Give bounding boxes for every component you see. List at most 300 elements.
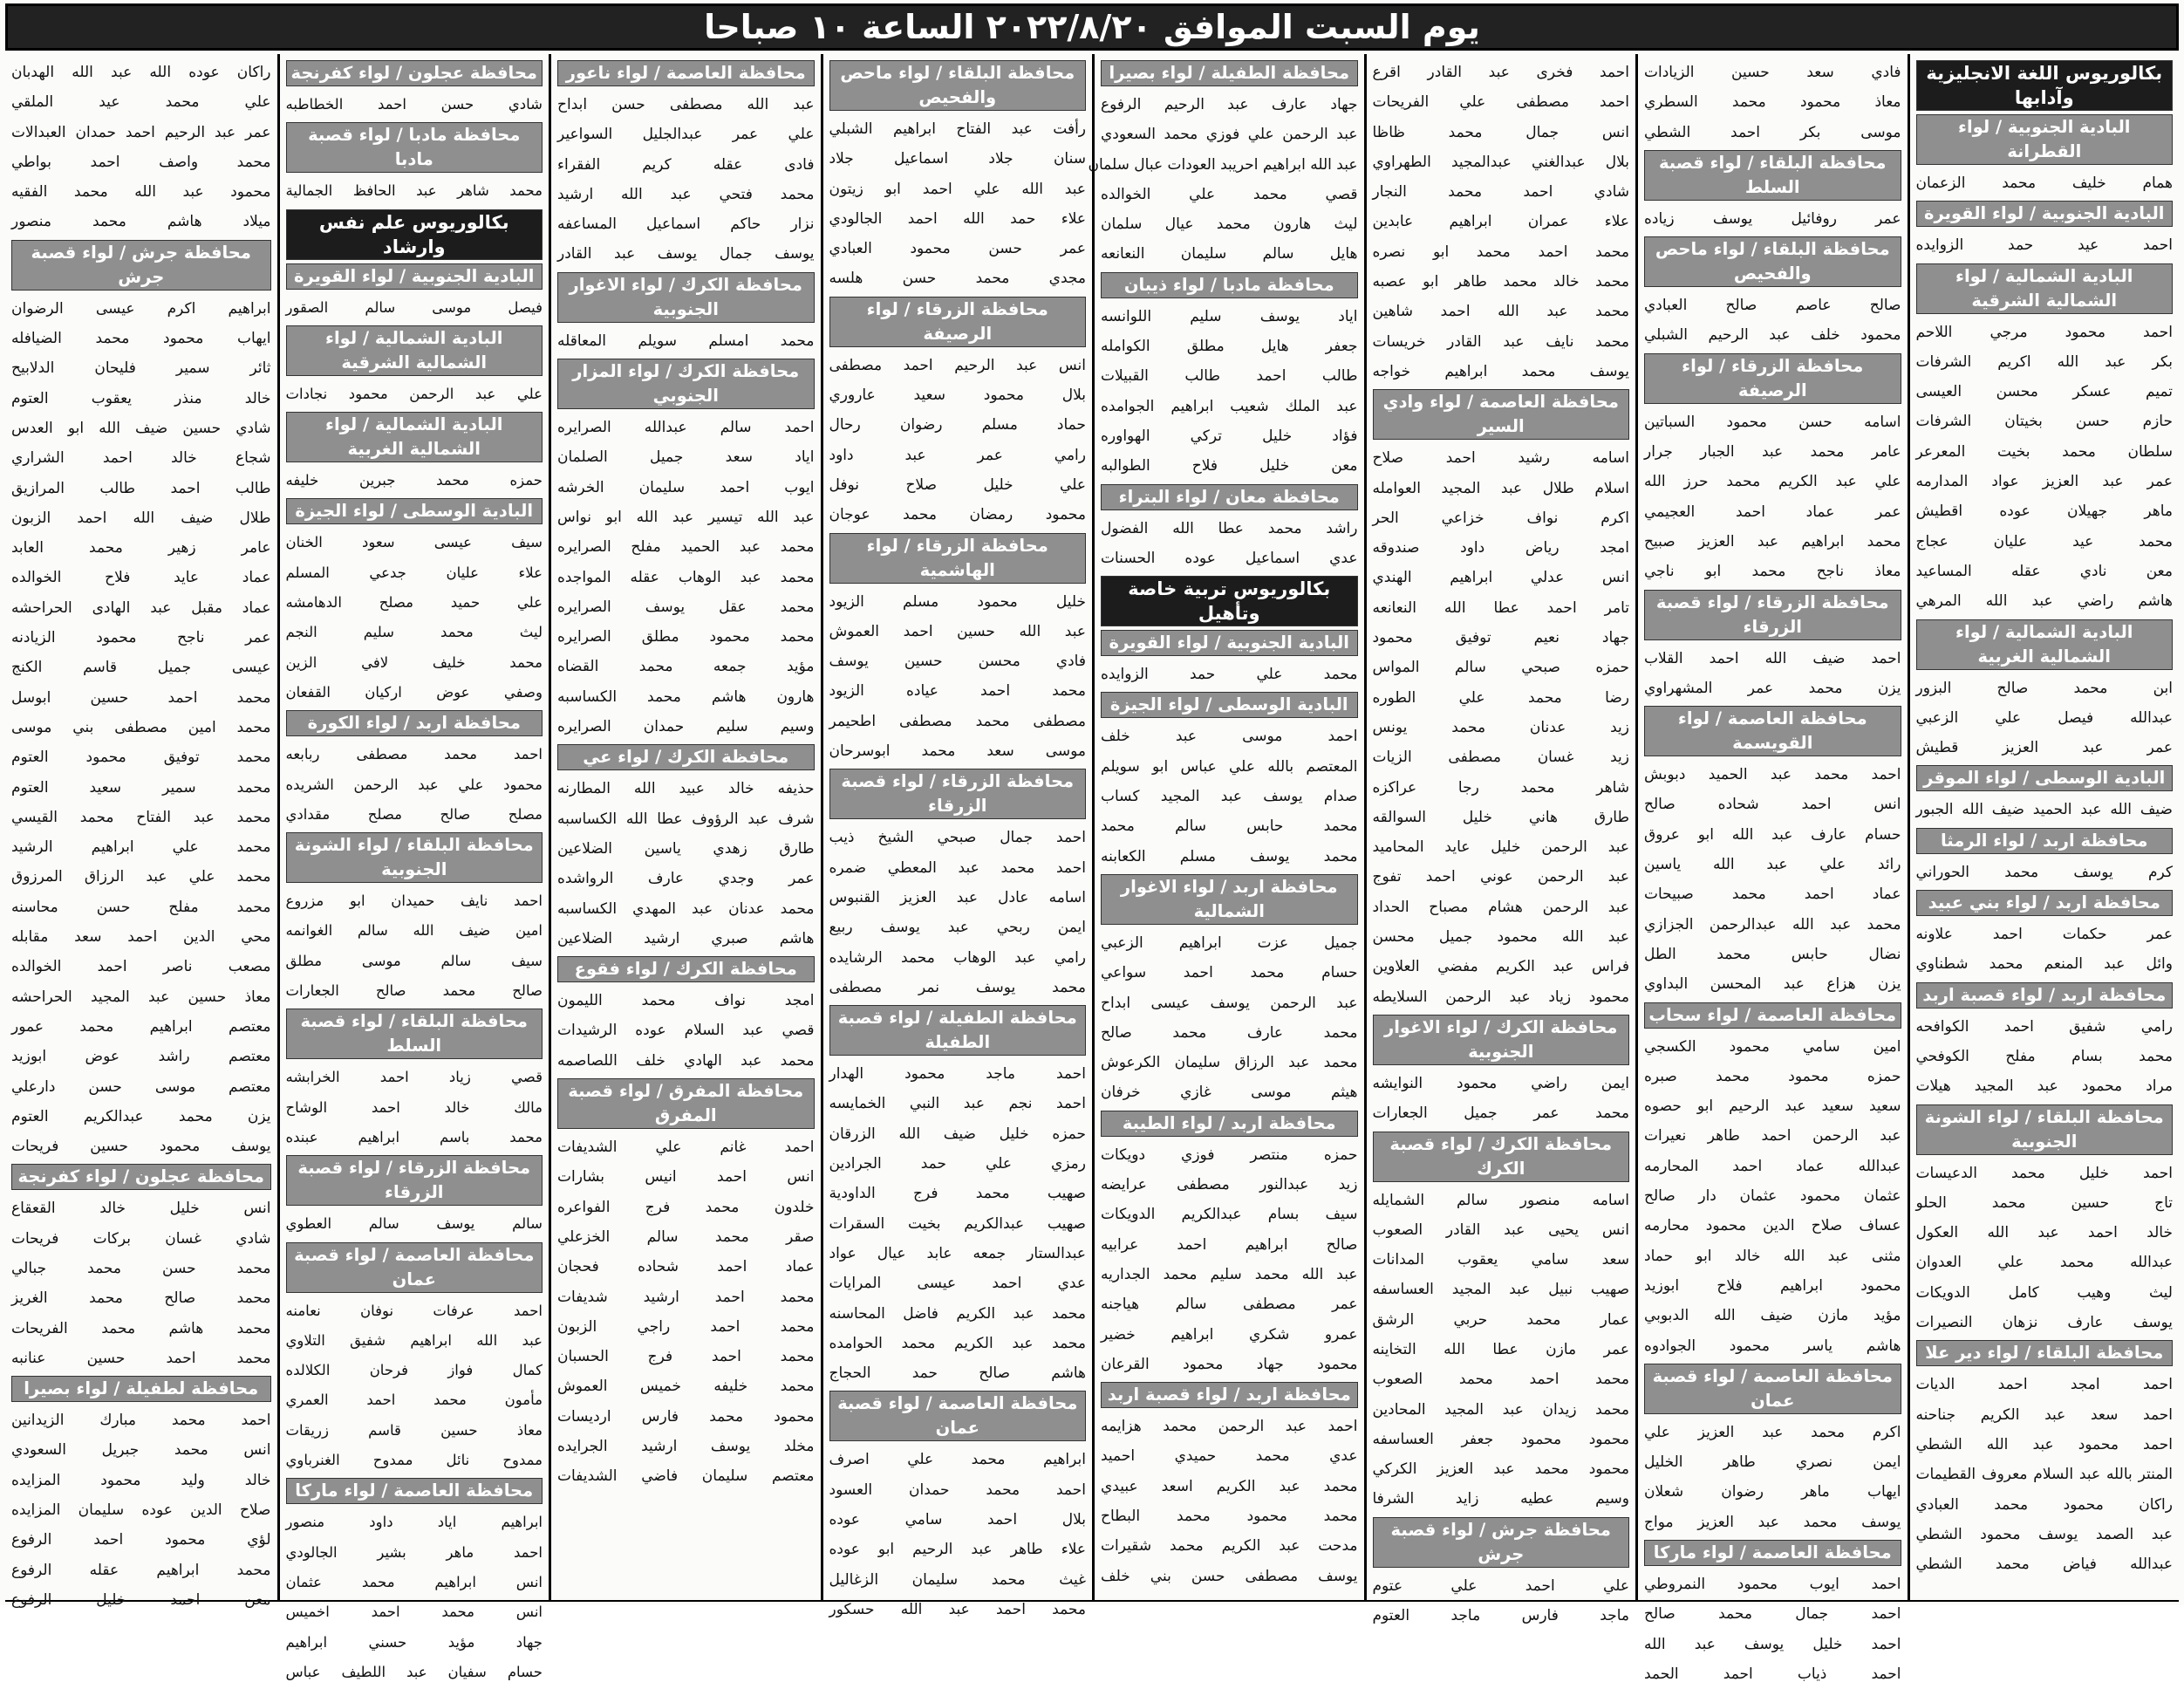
- candidate-name: محمد عقل يوسف الصرايره: [557, 598, 815, 616]
- candidate-name: تاج حسين محمد الحلو: [1915, 1193, 2173, 1212]
- candidate-name: محمد احمد عبد الله حسكور: [829, 1600, 1086, 1618]
- district-heading: محافظة البلقاء / لواء الشونة الجنوبية: [286, 832, 543, 883]
- name-list: [557, 326, 815, 356]
- name-list: [1916, 230, 2174, 260]
- candidate-name: ليث محمد سليم النجم: [285, 624, 543, 641]
- name-list: [286, 1063, 543, 1152]
- candidate-name: حسام عارف عبد الله ابو عروق: [1644, 825, 1901, 844]
- district-heading: محافظة العاصمة / لواء سحاب: [1644, 1002, 1901, 1029]
- candidate-name: عمر وجدي عارف الرواشده: [557, 870, 815, 888]
- name-list: [11, 1193, 271, 1373]
- candidate-name: بلال عبدالغني عبدالمجيد الطهراوي: [1372, 153, 1629, 171]
- name-list: [1373, 443, 1630, 1012]
- candidate-name: مدحت عبد الكريم محمد شقيرات: [1101, 1537, 1358, 1556]
- candidate-name: حازم حسن بخيتان الشرفات: [1915, 413, 2173, 431]
- candidate-name: ليث وهيب كامل الدويكات: [1915, 1283, 2173, 1302]
- candidate-name: ابراهيم اكرم عيسى الرضوان: [11, 299, 271, 318]
- candidate-name: عبدالستار جمعه عابد عيال عواد: [829, 1244, 1086, 1262]
- candidate-name: احمد ايوب محمود النمروطي: [1644, 1575, 1901, 1593]
- name-list: [1644, 644, 1901, 704]
- district-heading: محافظة البلقاء / لواء الشونة الجنوبية: [1916, 1104, 2174, 1155]
- name-list: [1916, 1370, 2174, 1579]
- candidate-name: صهيب عبدالكريم بخيت السقرات: [829, 1214, 1086, 1233]
- candidate-name: علاء طاهر عبد الرحيم ابو عوده: [829, 1541, 1086, 1559]
- candidate-name: محمد علي عبد الرزاق المرزوق: [11, 868, 271, 886]
- district-heading: محافظة الزرقاء / لواء قصبة الزرقاء: [1644, 590, 1901, 640]
- candidate-name: وسيم سليم حمدان الصرايره: [557, 718, 815, 736]
- candidate-name: احمد عرفات نوفان نعامنه: [285, 1302, 543, 1319]
- district-heading: محافظة اربد / لواء قصبة اربد: [1101, 1382, 1358, 1408]
- candidate-name: راكان عوده الله عبد الله الهدبان: [11, 64, 271, 81]
- candidate-name: ايوب احمد سليمان الخرشه: [557, 478, 815, 496]
- candidate-name: نزار حاكم اسماعيل المساعفه: [557, 215, 815, 234]
- column-8: [5, 54, 277, 1609]
- name-list: [286, 176, 543, 206]
- candidate-name: عامر زهير محمد العابد: [11, 539, 271, 557]
- candidate-name: صهيب محمد فرج الداودية: [829, 1185, 1086, 1203]
- candidate-name: معتصم موسى حسن دارعلي: [11, 1077, 271, 1096]
- candidate-name: سلطان محمد بخيت المعرعر: [1915, 442, 2173, 461]
- candidate-name: يوسف مصطفى حسن بني خلف: [1101, 1567, 1358, 1585]
- candidate-name: طلال ضيف الله احمد الزبون: [11, 509, 271, 527]
- candidate-name: احمد ذياب احمد الحمد: [1644, 1665, 1901, 1683]
- candidate-name: عدي محمد حميدي احميد: [1101, 1447, 1358, 1466]
- candidate-name: سيف سالم موسى مطلق: [285, 952, 543, 969]
- candidate-name: محمد واصف احمد بواطي: [11, 153, 271, 171]
- candidate-name: سالم يوسف سالم العطوي: [285, 1215, 543, 1233]
- candidate-name: علي عبد الرحمن محمود نجادات: [285, 385, 543, 402]
- candidate-name: عمر مازن عطا الله التخاينه: [1372, 1340, 1629, 1358]
- column-5: [821, 54, 1093, 1618]
- district-heading: البادية الوسطى / لواء الموقر: [1916, 765, 2174, 791]
- candidate-name: نضال حابس محمد الطل: [1644, 945, 1901, 963]
- candidate-name: محمد باسم ابراهيم عبنده: [285, 1128, 543, 1145]
- district-heading: محافظة العاصمة / لواء قصبة عمان: [286, 1242, 543, 1293]
- degree-heading: بكالوريوس اللغة الانجليزية وآدابها: [1916, 60, 2174, 111]
- name-list: [11, 294, 271, 1162]
- name-list: [829, 114, 1087, 294]
- candidate-name: علي احمد علي عتوم: [1372, 1576, 1629, 1595]
- candidate-name: فراس عبد الكريم مفضي العلاوين: [1372, 958, 1629, 976]
- candidate-name: عبد الرحمن يوسف عيسى ابداح: [1101, 994, 1358, 1012]
- candidate-name: يوسف جمال يوسف عبد القادر: [557, 245, 815, 263]
- candidate-name: خالد وليد محمود المزايده: [11, 1471, 271, 1489]
- candidate-name: وصفي عوض اركيان القفعان: [285, 683, 543, 701]
- district-heading: محافظة العاصمة / لواء قصبة عمان: [829, 1391, 1087, 1441]
- name-list: [1373, 1571, 1630, 1631]
- candidate-name: شاهر محمد رجا عراكزه: [1372, 778, 1629, 797]
- name-list: [1373, 1069, 1630, 1129]
- candidate-name: يزن محمد عمر المشهراوي: [1644, 679, 1901, 697]
- district-heading: محافظة البلقاء / لواء ماحص والفحيص: [829, 60, 1087, 111]
- district-heading: محافظة عجلون / لواء كفرنجة: [286, 60, 543, 86]
- candidate-name: ايمن ربحي عبد يوسف ربيع: [829, 919, 1086, 937]
- candidate-name: بلال محمود سعيد عاروري: [829, 386, 1086, 405]
- candidate-name: عماد احمد شحاده فحجان: [557, 1258, 815, 1276]
- candidate-name: المعتصم بالله علي عباس ابو سويلم: [1101, 757, 1358, 776]
- candidate-name: حماد مسلم رضوان رحال: [829, 416, 1086, 434]
- candidate-name: محمد ابراهيم عقله الرفوع: [11, 1561, 271, 1579]
- candidate-name: ايمن راضي محمود النوايشه: [1372, 1074, 1629, 1092]
- candidate-name: يوسف محمود حسين فريحات: [11, 1138, 271, 1156]
- candidate-name: محمد ابراهيم عبد العزيز صبيح: [1644, 532, 1901, 550]
- candidate-name: سعد سامي يعقوب المدانات: [1372, 1251, 1629, 1269]
- district-heading: محافظة مادبا / لواء ذيبان: [1101, 272, 1358, 298]
- district-heading: البادية الشمالية / لواء الشمالية الشرقية: [1916, 263, 2174, 314]
- candidate-name: مصعب ناصر احمد الخوالده: [11, 958, 271, 976]
- candidate-name: طالب احمد طالب المرازيق: [11, 479, 271, 497]
- district-heading: محافظة العاصمة / لواء القويسمة: [1644, 706, 1901, 756]
- name-list: [286, 1209, 543, 1239]
- district-heading: محافظة جرش / لواء قصبة جرش: [11, 240, 271, 291]
- candidate-name: مالك خالد احمد الوشاح: [285, 1098, 543, 1116]
- candidate-name: علاء عمران ابراهيم عابدين: [1372, 213, 1629, 231]
- name-list: [286, 1508, 543, 1687]
- candidate-name: علي حميد مصلح الدهامشه: [285, 594, 543, 612]
- district-heading: محافظة الكرك / لواء قصبة الكرك: [1373, 1132, 1630, 1182]
- candidate-name: امجد نواف محمد الليمون: [557, 992, 815, 1010]
- candidate-name: عبد الله حسين احمد العموش: [829, 622, 1086, 640]
- candidate-name: جهاد مؤيد حسني ابراهيم: [285, 1633, 543, 1651]
- candidate-name: ماهر جهيلان عوده اقطيش: [1915, 503, 2173, 521]
- district-heading: محافظة اربد / لواء الاغوار الشمالية: [1101, 874, 1358, 925]
- candidate-name: عمر ناجح محمود الزيادنه: [11, 629, 271, 647]
- candidate-name: اسلام طلال عبد المجيد العوامله: [1372, 479, 1629, 497]
- candidate-name: احمد عبد الرحمن محمد هزايمه: [1101, 1418, 1358, 1436]
- candidate-name: احمد محمد مصطفى ربابعه: [285, 746, 543, 763]
- candidate-name: اسامه حسن محمود السباتين: [1644, 413, 1901, 431]
- candidate-name: عماد احمد محمد صبيحات: [1644, 886, 1901, 904]
- district-heading: محافظة الزرقاء / لواء قصبة الزرقاء: [286, 1155, 543, 1206]
- candidate-name: احمد خليل يوسف عبد الله: [1644, 1635, 1901, 1653]
- candidate-name: احمد جمال محمد صالح: [1644, 1605, 1901, 1624]
- candidate-name: محمد عارف محمد صالح: [1101, 1023, 1358, 1042]
- candidate-name: بلال احمد سامي عوده: [829, 1510, 1086, 1528]
- name-list: [1101, 514, 1358, 574]
- candidate-name: احمد جمال صبحي الشيخ ذيب: [829, 829, 1086, 847]
- candidate-name: راكان محمود محمد العبادي: [1915, 1495, 2173, 1514]
- candidate-name: احمد خليل محمد الدعيسات: [1915, 1164, 2173, 1182]
- name-list: [1644, 1569, 1901, 1689]
- candidate-name: محمد امسلم سويلم المعاقله: [557, 332, 815, 350]
- candidate-name: محمد احمد محمد ابو نصره: [1372, 243, 1629, 261]
- candidate-name: عبد الملك شعيب ابراهيم الجوامده: [1101, 397, 1358, 415]
- candidate-name: همام خليف محمد الزعمان: [1915, 174, 2173, 192]
- district-heading: محافظة اربد / لواء الكورة: [286, 710, 543, 736]
- name-list: [829, 351, 1087, 530]
- candidate-name: عبد الرحمن عوني احمد تفوج: [1372, 868, 1629, 886]
- candidate-name: عمر عبد العزيز قطيش: [1915, 739, 2173, 757]
- district-heading: البادية الجنوبية / لواء القويرة: [286, 263, 543, 290]
- name-list: [11, 58, 271, 237]
- district-heading: محافظة العاصمة / لواء ماركا: [1644, 1540, 1901, 1566]
- candidate-name: عماد عايد فلاح الخوالده: [11, 569, 271, 587]
- candidate-name: خالد منذر يعقوب العتوم: [11, 389, 271, 407]
- district-heading: البادية الوسطى / لواء الجيزة: [286, 498, 543, 524]
- candidate-name: سعيد سعيد عبد الرحيم ابو حصوه: [1644, 1098, 1901, 1116]
- candidate-name: محمد خليف لافي الزين: [285, 653, 543, 671]
- column-7: [277, 54, 549, 1680]
- candidate-name: محمود محمد عبد العزيز الكركي: [1372, 1460, 1629, 1479]
- candidate-name: محمد سمير سعيد العتوم: [11, 778, 271, 797]
- district-heading: محافظة الكرك / لواء عي: [557, 744, 815, 770]
- candidate-name: يوسف عارف نزهان النصيرات: [1915, 1314, 2173, 1332]
- district-heading: محافظة جرش / لواء قصبة جرش: [1373, 1517, 1630, 1568]
- candidate-name: محمد عبد الهادي خلف اللصاصمه: [557, 1051, 815, 1070]
- name-list: [829, 1059, 1087, 1388]
- candidate-name: عماد مقبل عبد الهادى الحراحشه: [11, 598, 271, 617]
- candidate-name: محمد عبد الفتاح محمد القيسي: [11, 808, 271, 826]
- candidate-name: احمد نجم عبد النبي الخمايسه: [829, 1095, 1086, 1113]
- candidate-name: صهيب نبيل عبد المجيد العساسفه: [1372, 1281, 1629, 1299]
- candidate-name: ابراهيم اياد داود منصور: [285, 1514, 543, 1531]
- candidate-name: محمد محمود مطلق الصرايره: [557, 628, 815, 646]
- candidate-name: احمد محمد عبد المعطي ضمره: [829, 858, 1086, 877]
- candidate-name: محمود خلف عبد الرحيم الشبلي: [1644, 326, 1901, 345]
- candidate-name: محمد عبد الله احمد شاهين: [1372, 303, 1629, 321]
- candidate-name: اسامه عادل عبد العزيز القنبوس: [829, 888, 1086, 906]
- district-heading: محافظة اربد / لواء بني عبيد: [1916, 890, 2174, 916]
- candidate-name: ثائر سمير فليحان الدلابيح: [11, 359, 271, 378]
- candidate-name: احمد غانم علي الشديفات: [557, 1139, 815, 1157]
- candidate-name: محمود ابراهيم فلاح ابوزيد: [1644, 1276, 1901, 1295]
- candidate-name: مؤيد مازن ضيف الله الدبوبي: [1644, 1307, 1901, 1325]
- candidate-name: علي محمد عيد الملقي: [11, 93, 271, 112]
- name-list: [557, 1132, 815, 1492]
- district-heading: محافظة معان / لواء البتراء: [1101, 484, 1358, 510]
- column-3: [1364, 54, 1636, 1625]
- candidate-name: عمرو شكري ابراهيم خضير: [1101, 1325, 1358, 1344]
- candidate-name: عبدالله محمد علي العدوان: [1915, 1254, 2173, 1272]
- candidate-name: محمد عبد الكريم اسعد عبيدي: [1101, 1477, 1358, 1495]
- district-heading: البادية الشمالية / لواء الشمالية الشرقية: [286, 325, 543, 376]
- candidate-name: امين سامي محمود الكسجي: [1644, 1037, 1901, 1056]
- candidate-name: ابن محمد صالح البزور: [1915, 679, 2173, 697]
- name-list: [1373, 1186, 1630, 1515]
- candidate-name: عمر عماد احمد العجيمي: [1644, 503, 1901, 521]
- candidate-name: عبد الرحمن احمد طاهر نعيرات: [1644, 1127, 1901, 1145]
- candidate-name: مخلد يوسف ارشيد الجرايده: [557, 1437, 815, 1455]
- candidate-name: ايمن نصري طاهر الخليل: [1644, 1453, 1901, 1472]
- name-list: [1644, 407, 1901, 587]
- degree-heading: بكالوريوس تربية خاصة وتأهيل: [1101, 576, 1358, 626]
- candidate-name: صالح محمد صالح الجعارات: [285, 982, 543, 1000]
- candidate-name: عبدالله فيصل علي الزعبي: [1915, 708, 2173, 727]
- candidate-name: احمد محمود عبد الله الشطي: [1915, 1435, 2173, 1453]
- candidate-name: عثمان محمود عثمان دار صالح: [1644, 1187, 1901, 1206]
- name-list: [1101, 721, 1358, 871]
- candidate-name: قصي عبد السلام عوده الرشيدات: [557, 1022, 815, 1040]
- name-list: [1916, 674, 2174, 763]
- candidate-name: عمر عبد الرحيم احمد حمدان العبدالات: [11, 123, 271, 141]
- candidate-name: محمد يوسف نمر مصطفى: [829, 978, 1086, 996]
- candidate-name: فادي سعد حسين الزيادات: [1644, 64, 1901, 81]
- candidate-name: محمد صالح محمد الغريز: [11, 1289, 271, 1308]
- candidate-name: سيف عيسى سعود الخنان: [285, 534, 543, 551]
- candidate-name: عمار محمد حربي الرشق: [1372, 1310, 1629, 1329]
- candidate-name: محمود رمضان محمد عوجان: [829, 506, 1086, 524]
- candidate-name: مصطفى محمد مصطفى اطحيمر: [829, 712, 1086, 730]
- degree-heading: بكالوريوس علم نفس وارشاد: [286, 209, 543, 260]
- candidate-name: رمزي علي حمد الجرادين: [829, 1155, 1086, 1173]
- candidate-name: حمزه صبحي سالم المواس: [1372, 659, 1629, 677]
- candidate-name: ليث هارون محمد عيال سلمان: [1101, 215, 1358, 234]
- district-heading: محافظة الطفيلة / لواء قصبة الطفيلة: [829, 1005, 1087, 1056]
- candidate-name: عمر عبد العزيز عواد المدارمه: [1915, 473, 2173, 491]
- candidate-name: سنان جلاد اسماعيل جلاد: [829, 150, 1086, 168]
- candidate-name: محمد عمر جميل الجعارات: [1372, 1104, 1629, 1123]
- candidate-name: عبد الله ابراهيم احريبد العودات عبال سلمان: [1088, 155, 1358, 174]
- candidate-name: محمد محمود محمد البطاح: [1101, 1507, 1358, 1525]
- candidate-name: هاشم صالح حمد الحجاج: [829, 1364, 1086, 1383]
- name-list: [286, 293, 543, 323]
- candidate-name: كمال فواز فرحان الكلالده: [285, 1362, 543, 1379]
- candidate-name: طالب احمد طالب القبيلات: [1101, 367, 1358, 386]
- candidate-name: احمد نايف حميدان ابو مزروع: [285, 892, 543, 910]
- candidate-name: انس خليل خالد القعقاع: [11, 1200, 271, 1218]
- candidate-name: عبد الله مصطفى حسن ابداح: [557, 96, 815, 113]
- candidate-name: طارق زهدي ياسين الضلاعين: [557, 839, 815, 858]
- candidate-name: علي عمر عبدالجليل السواعير: [557, 126, 815, 144]
- candidate-name: احمد محمد مبارك الزيدانين: [11, 1412, 271, 1430]
- name-list: [1101, 660, 1358, 689]
- candidate-name: محمد شاهر عبد الحافظ الجمالية: [285, 182, 543, 200]
- candidate-name: محمد احمد عياده الزيود: [829, 682, 1086, 701]
- names-columns: [5, 54, 2179, 1683]
- district-heading: محافظة الزرقاء / لواء الرصيفة: [829, 297, 1087, 347]
- candidate-name: محمد احمد حسين ابوسل: [11, 688, 271, 707]
- district-heading: محافظة البلقاء / لواء قصبة السلط: [1644, 150, 1901, 201]
- column-2: [1635, 54, 1908, 1683]
- candidate-name: امجد رياض داود صندوقه: [1372, 539, 1629, 557]
- candidate-name: عبد الصمد يوسف محمود الشطي: [1915, 1525, 2173, 1543]
- candidate-name: عمر حسن محمود العبادي: [829, 240, 1086, 258]
- candidate-name: انس عدلي ابراهيم الهندي: [1372, 569, 1629, 587]
- candidate-name: فادي محسن حسين يوسف: [829, 653, 1086, 671]
- candidate-name: راشد محمد عطا الله الفضول: [1101, 519, 1358, 537]
- candidate-name: محمود زياد عبد الرحمن السلايطه: [1372, 988, 1629, 1006]
- candidate-name: هاشم صبري ارشيد الضلاعين: [557, 929, 815, 947]
- candidate-name: اسامه رشيد احمد صلاح: [1372, 449, 1629, 468]
- candidate-name: ماجد فارس ماجد العتوم: [1372, 1607, 1629, 1625]
- candidate-name: يوسف محمد عبد العزيز مواج: [1644, 1513, 1901, 1531]
- candidate-name: شادي غسان بركات فريحات: [11, 1229, 271, 1248]
- candidate-name: ابراهيم محمد علي اصرف: [829, 1451, 1086, 1469]
- candidate-name: موسى بكر احمد الشطي: [1644, 123, 1901, 141]
- district-heading: محافظة الكرك / لواء المزار الجنوبي: [557, 359, 815, 409]
- candidate-name: عساف صلاح الدين محمود محارمه: [1644, 1217, 1901, 1235]
- candidate-name: عمر مصطفى سالم هياجنه: [1101, 1296, 1358, 1314]
- candidate-name: انس محمد احمد اخميس: [285, 1604, 543, 1621]
- candidate-name: وائل عبد المنعم محمد شطناوي: [1915, 955, 2173, 974]
- candidate-name: امين ضيف الله سالم الغوانمه: [285, 922, 543, 940]
- name-list: [1373, 58, 1630, 386]
- candidate-name: محمود علي عبد الرحمن الشريده: [285, 776, 543, 793]
- candidate-name: عبد الله ابراهيم شفيق التلاوي: [285, 1331, 543, 1349]
- candidate-name: خلدون محمد فرج الفواعره: [557, 1198, 815, 1216]
- candidate-name: محمد عبد الوهاب عقله المواجده: [557, 568, 815, 586]
- name-list: [1916, 168, 2174, 198]
- name-list: [1916, 318, 2174, 617]
- candidate-name: احمد سالم عبدالله الصرايره: [557, 419, 815, 437]
- candidate-name: زيد عدنان محمد يونس: [1372, 718, 1629, 736]
- candidate-name: ايهاب محمود محمد الضيافله: [11, 330, 271, 348]
- name-list: [286, 380, 543, 409]
- name-list: [11, 1405, 271, 1615]
- candidate-name: تامر احمد عطا الله النعانعه: [1372, 598, 1629, 617]
- candidate-name: يزن هزاع عبد المحسن البداوي: [1644, 975, 1901, 994]
- candidate-name: معاذ ناجح محمد ابو ناجي: [1644, 563, 1901, 581]
- candidate-name: محمد حسن محمد جبالي: [11, 1259, 271, 1277]
- district-heading: محافظة البلقاء / لواء دير علا: [1916, 1340, 2174, 1366]
- district-heading: البادية الوسطى / لواء الجيزة: [1101, 692, 1358, 718]
- candidate-name: محمد مفلح حسن محاسنه: [11, 898, 271, 916]
- candidate-name: حسام سفيان عبد اللطيف عباس: [285, 1663, 543, 1680]
- name-list: [557, 90, 815, 270]
- candidate-name: محمد خليفه خميس العموش: [557, 1378, 815, 1396]
- candidate-name: حذيفه خالد عبيد الله المطارنه: [557, 780, 815, 798]
- candidate-name: عامر محمد عبد الجبار جرار: [1644, 443, 1901, 462]
- candidate-name: خالد احمد عبد الله العكول: [1915, 1224, 2173, 1242]
- candidate-name: طارق هاني خليل السوالقه: [1372, 808, 1629, 826]
- name-list: [286, 90, 543, 120]
- column-4: [1088, 54, 1364, 1602]
- candidate-name: معتصم ابراهيم محمد عمور: [11, 1017, 271, 1036]
- candidate-name: معن نادي عقله المساعيد: [1915, 562, 2173, 580]
- candidate-name: هاشم ياسر محمود الجوادوه: [1644, 1337, 1901, 1355]
- candidate-name: فادى عقله كريم الفقراء: [557, 155, 815, 174]
- candidate-name: جهاد عارف عبد الرحيم الرفوع: [1101, 96, 1358, 113]
- name-list: [1916, 795, 2174, 824]
- candidate-name: احمد محمد عبد الحميد دبوبش: [1644, 766, 1901, 784]
- candidate-name: احمد محمد حمدان العسود: [829, 1480, 1086, 1499]
- candidate-name: احمد ماهر بشير الجالودي: [285, 1543, 543, 1561]
- candidate-name: احمد سعد عبد الكريم جناحنه: [1915, 1405, 2173, 1424]
- candidate-name: زيد غسان مصطفى الزيات: [1372, 749, 1629, 767]
- candidate-name: رائد علي عبد الله ياسين: [1644, 856, 1901, 874]
- name-list: [1644, 1032, 1901, 1361]
- candidate-name: انس احمد شحاده صالح: [1644, 796, 1901, 814]
- candidate-name: موسى سعد محمد ابوسرحان: [829, 742, 1086, 761]
- candidate-name: لؤي محمود احمد الرفوع: [11, 1531, 271, 1549]
- candidate-name: معتصم سليمان فاضي الشديفات: [557, 1467, 815, 1486]
- candidate-name: غيث محمد سليمان الزغاليل: [829, 1570, 1086, 1589]
- name-list: [557, 774, 815, 954]
- candidate-name: شادي حسن احمد الخطاطبه: [285, 96, 543, 113]
- candidate-name: خليل محمود مسلم الزيود: [829, 592, 1086, 611]
- candidate-name: علاء عليان جدعي المسلم: [285, 564, 543, 581]
- candidate-name: زيد عبدالنور مصطفى عرايضه: [1101, 1176, 1358, 1194]
- candidate-name: انس يحيى عبد القادر الصعوب: [1372, 1221, 1629, 1239]
- name-list: [1916, 920, 2174, 980]
- candidate-name: محمد علي ابراهيم الرشيد: [11, 838, 271, 857]
- district-heading: محافظة العاصمة / لواء ناعور: [557, 60, 815, 86]
- candidate-name: احمد امجد احمد الديات: [1915, 1376, 2173, 1394]
- name-list: [1644, 291, 1901, 351]
- candidate-name: محمود جهاد محمود القرعان: [1101, 1355, 1358, 1373]
- name-list: [1916, 1159, 2174, 1338]
- candidate-name: معاذ حسين قاسم زريقات: [285, 1421, 543, 1439]
- candidate-name: ضيف الله عبد الحميد ضيف الله الجبور: [1915, 801, 2173, 819]
- candidate-name: جهاد نعيم توفيق محمود: [1372, 629, 1629, 647]
- candidate-name: حسام محمد احمد سواعي: [1101, 964, 1358, 982]
- candidate-name: شادي حسين ضيف الله ابو العدس: [11, 419, 271, 437]
- candidate-name: يوسف محمد ابراهيم خواجه: [1372, 362, 1629, 380]
- candidate-name: عبد الرحمن علي فوزي محمد السعودي: [1101, 126, 1358, 144]
- candidate-name: محمود محمود جعفر العساسفه: [1372, 1430, 1629, 1448]
- candidate-name: محمد عبد الكريم فاضل المحاسنه: [829, 1304, 1086, 1323]
- candidate-name: عبد الرحمن خليل عايد المحاميد: [1372, 838, 1629, 857]
